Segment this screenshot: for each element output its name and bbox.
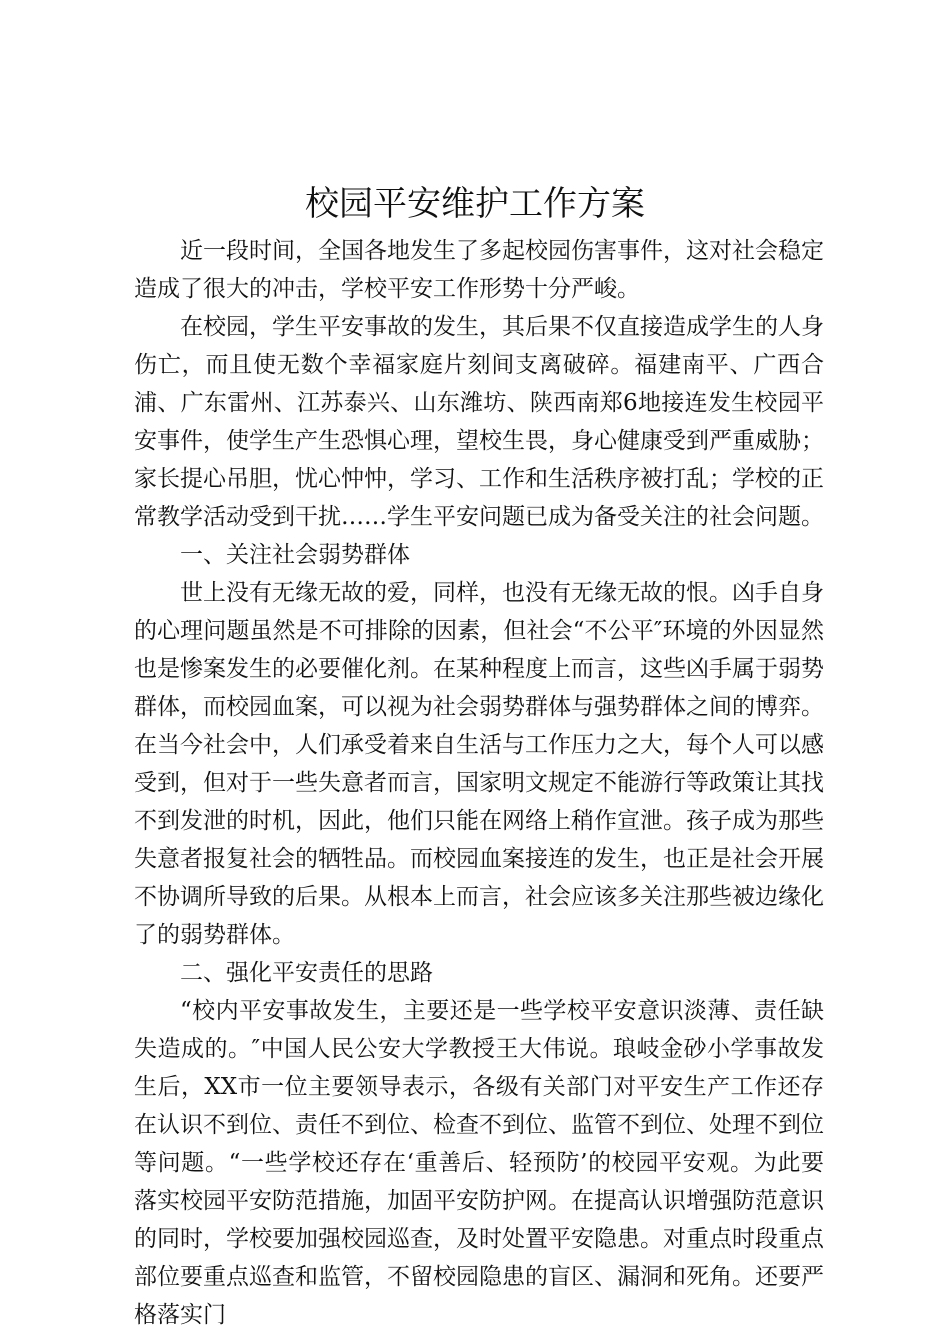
document-body	[134, 232, 824, 1334]
paragraph-section-2: “校内平安事故发生，主要还是一些学校平安意识淡薄、责任缺失造成的。″中国人民公安大学教授王大伟说。琅岐金砂小学事故发生后，XX市一位主要领导表示，各级有关部门对平安生产工作还存在认识不到位、责任不到位、检查不到位、监管不到位、处理不到位等问题。“一些学校还存在‘重善后、轻预防’的校园平安观。为此要落实校园平安防范措施，加固平安防护网。在提高认识增强防范意识的同时，学校要加强校园巡查，及时处置平安隐患。对重点时段重点部位要重点巡查和监管，不留校园隐患的盲区、漏洞和死角。还要严格落实门	[134, 998, 824, 1328]
document-title: 校园平安维护工作方案	[305, 184, 645, 224]
paragraph-background: 在校园，学生平安事故的发生，其后果不仅直接造成学生的人身伤亡，而且使无数个幸福家庭片刻间支离破碎。福建南平、广西合浦、广东雷州、江苏泰兴、山东潍坊、陕西南郑6地接连发生校园平安事件，使学生产生恐惧心理，望校生畏，身心健康受到严重威胁；家长提心吊胆，忧心忡忡，学习、工作和生活秩序被打乱；学校的正常教学活动受到干扰……学生平安问题已成为备受关注的社会问题。	[134, 314, 824, 530]
section-heading-1: 一、关注社会弱势群体	[180, 542, 410, 568]
section-heading-2: 二、强化平安责任的思路	[180, 960, 433, 986]
paragraph-intro: 近一段时间，全国各地发生了多起校园伤害事件，这对社会稳定造成了很大的冲击，学校平安工作形势十分严峻。	[134, 238, 824, 302]
paragraph-section-1: 世上没有无缘无故的爱，同样，也没有无缘无故的恨。凶手自身的心理问题虽然是不可排除的因素，但社会“不公平″环境的外因显然也是惨案发生的必要催化剂。在某种程度上而言，这些凶手属于弱势群体，而校园血案，可以视为社会弱势群体与强势群体之间的博弈。在当今社会中，人们承受着来自生活与工作压力之大，每个人可以感受到，但对于一些失意者而言，国家明文规定不能游行等政策让其找不到发泄的时机，因此，他们只能在网络上稍作宣泄。孩子成为那些失意者报复社会的牺牲品。而校园血案接连的发生，也正是社会开展不协调所导致的后果。从根本上而言，社会应该多关注那些被边缘化了的弱势群体。	[134, 580, 824, 948]
